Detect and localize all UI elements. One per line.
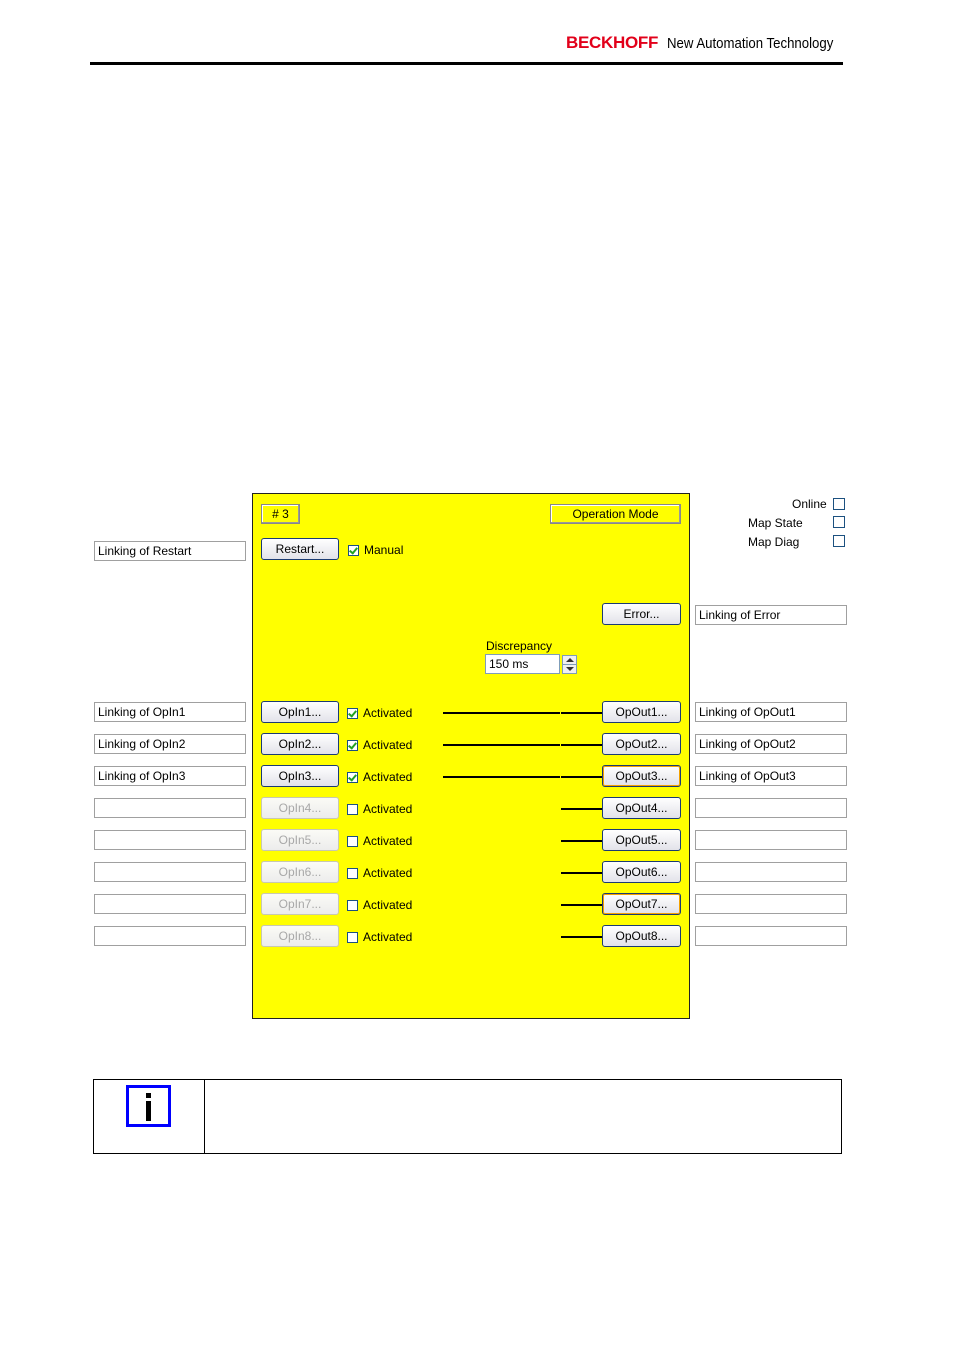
manual-checkbox-box[interactable]: [348, 545, 359, 556]
info-icon: [126, 1085, 171, 1127]
online-checkbox[interactable]: [833, 498, 845, 510]
brand-name: BECKHOFF: [566, 33, 659, 52]
opout1-link-field[interactable]: Linking of OpOut1: [695, 702, 847, 722]
opout8-button[interactable]: OpOut8...: [602, 925, 681, 947]
error-link-field[interactable]: Linking of Error: [695, 605, 847, 625]
output-line: [561, 744, 602, 746]
connection-line: [443, 744, 560, 746]
opout6-link-field[interactable]: [695, 862, 847, 882]
opout5-link-field[interactable]: [695, 830, 847, 850]
opin6-activated-label: Activated: [363, 866, 413, 880]
opin7-activated-box[interactable]: [347, 900, 358, 911]
opin2-link-field[interactable]: Linking of OpIn2: [94, 734, 246, 754]
opin7-link-field[interactable]: [94, 894, 246, 914]
note-divider: [204, 1079, 205, 1154]
opin7-button[interactable]: OpIn7...: [261, 893, 339, 915]
opin6-activated-checkbox[interactable]: [347, 866, 412, 880]
output-line: [561, 840, 602, 842]
opin1-activated-checkbox[interactable]: [347, 706, 412, 720]
opout3-link-field[interactable]: Linking of OpOut3: [695, 766, 847, 786]
map-state-checkbox[interactable]: [833, 516, 845, 528]
opin4-button[interactable]: OpIn4...: [261, 797, 339, 819]
opin3-activated-box[interactable]: [347, 772, 358, 783]
output-line: [561, 872, 602, 874]
opin6-link-field[interactable]: [94, 862, 246, 882]
opin4-link-field[interactable]: [94, 798, 246, 818]
opin2-activated-checkbox[interactable]: [347, 738, 412, 752]
spin-up-icon[interactable]: [566, 658, 574, 662]
manual-checkbox[interactable]: [348, 543, 403, 557]
opin6-button[interactable]: OpIn6...: [261, 861, 339, 883]
opin7-activated-label: Activated: [363, 898, 413, 912]
output-line: [561, 904, 602, 906]
opin5-activated-box[interactable]: [347, 836, 358, 847]
opin8-activated-label: Activated: [363, 930, 413, 944]
header-rule: [90, 62, 843, 65]
opin2-activated-label: Activated: [363, 738, 413, 752]
map-state-label: Map State: [748, 516, 803, 530]
output-line: [561, 712, 602, 714]
spin-down-icon[interactable]: [566, 667, 574, 671]
opout4-button[interactable]: OpOut4...: [602, 797, 681, 819]
opout6-button[interactable]: OpOut6...: [602, 861, 681, 883]
opout8-link-field[interactable]: [695, 926, 847, 946]
online-label: Online: [792, 497, 827, 511]
opin3-activated-label: Activated: [363, 770, 413, 784]
opin5-activated-label: Activated: [363, 834, 413, 848]
opin5-link-field[interactable]: [94, 830, 246, 850]
opin4-activated-label: Activated: [363, 802, 413, 816]
map-diag-label: Map Diag: [748, 535, 800, 549]
opin4-activated-box[interactable]: [347, 804, 358, 815]
opout2-button[interactable]: OpOut2...: [602, 733, 681, 755]
opin8-activated-box[interactable]: [347, 932, 358, 943]
opout7-button[interactable]: OpOut7...: [602, 893, 681, 915]
opin1-button[interactable]: OpIn1...: [261, 701, 339, 723]
connection-line: [443, 712, 560, 714]
discrepancy-input[interactable]: 150 ms: [485, 654, 560, 674]
opin5-activated-checkbox[interactable]: [347, 834, 412, 848]
note-box: [93, 1079, 842, 1154]
opout7-link-field[interactable]: [695, 894, 847, 914]
opin2-activated-box[interactable]: [347, 740, 358, 751]
restart-button[interactable]: Restart...: [261, 538, 339, 560]
operation-mode-button[interactable]: Operation Mode: [550, 504, 681, 524]
opin1-link-field[interactable]: Linking of OpIn1: [94, 702, 246, 722]
opin1-activated-label: Activated: [363, 706, 413, 720]
opout5-button[interactable]: OpOut5...: [602, 829, 681, 851]
discrepancy-spinner[interactable]: [562, 655, 577, 674]
opin2-button[interactable]: OpIn2...: [261, 733, 339, 755]
opin8-activated-checkbox[interactable]: [347, 930, 412, 944]
opin3-button[interactable]: OpIn3...: [261, 765, 339, 787]
beckhoff-logo: [566, 33, 856, 53]
discrepancy-label: Discrepancy: [486, 639, 553, 653]
opin1-activated-box[interactable]: [347, 708, 358, 719]
opin8-link-field[interactable]: [94, 926, 246, 946]
restart-link-field[interactable]: Linking of Restart: [94, 541, 246, 561]
connection-line: [443, 776, 560, 778]
opout4-link-field[interactable]: [695, 798, 847, 818]
opin4-activated-checkbox[interactable]: [347, 802, 412, 816]
manual-checkbox-label: Manual: [364, 543, 404, 557]
opout3-button[interactable]: OpOut3...: [602, 765, 681, 787]
output-line: [561, 776, 602, 778]
output-line: [561, 936, 602, 938]
output-line: [561, 808, 602, 810]
group-number-button[interactable]: # 3: [261, 504, 300, 524]
opin3-link-field[interactable]: Linking of OpIn3: [94, 766, 246, 786]
opout1-button[interactable]: OpOut1...: [602, 701, 681, 723]
opin7-activated-checkbox[interactable]: [347, 898, 412, 912]
opout2-link-field[interactable]: Linking of OpOut2: [695, 734, 847, 754]
brand-tagline: New Automation Technology: [666, 35, 833, 52]
opin6-activated-box[interactable]: [347, 868, 358, 879]
opin8-button[interactable]: OpIn8...: [261, 925, 339, 947]
map-diag-checkbox[interactable]: [833, 535, 845, 547]
error-button[interactable]: Error...: [602, 603, 681, 625]
opin3-activated-checkbox[interactable]: [347, 770, 412, 784]
opin5-button[interactable]: OpIn5...: [261, 829, 339, 851]
